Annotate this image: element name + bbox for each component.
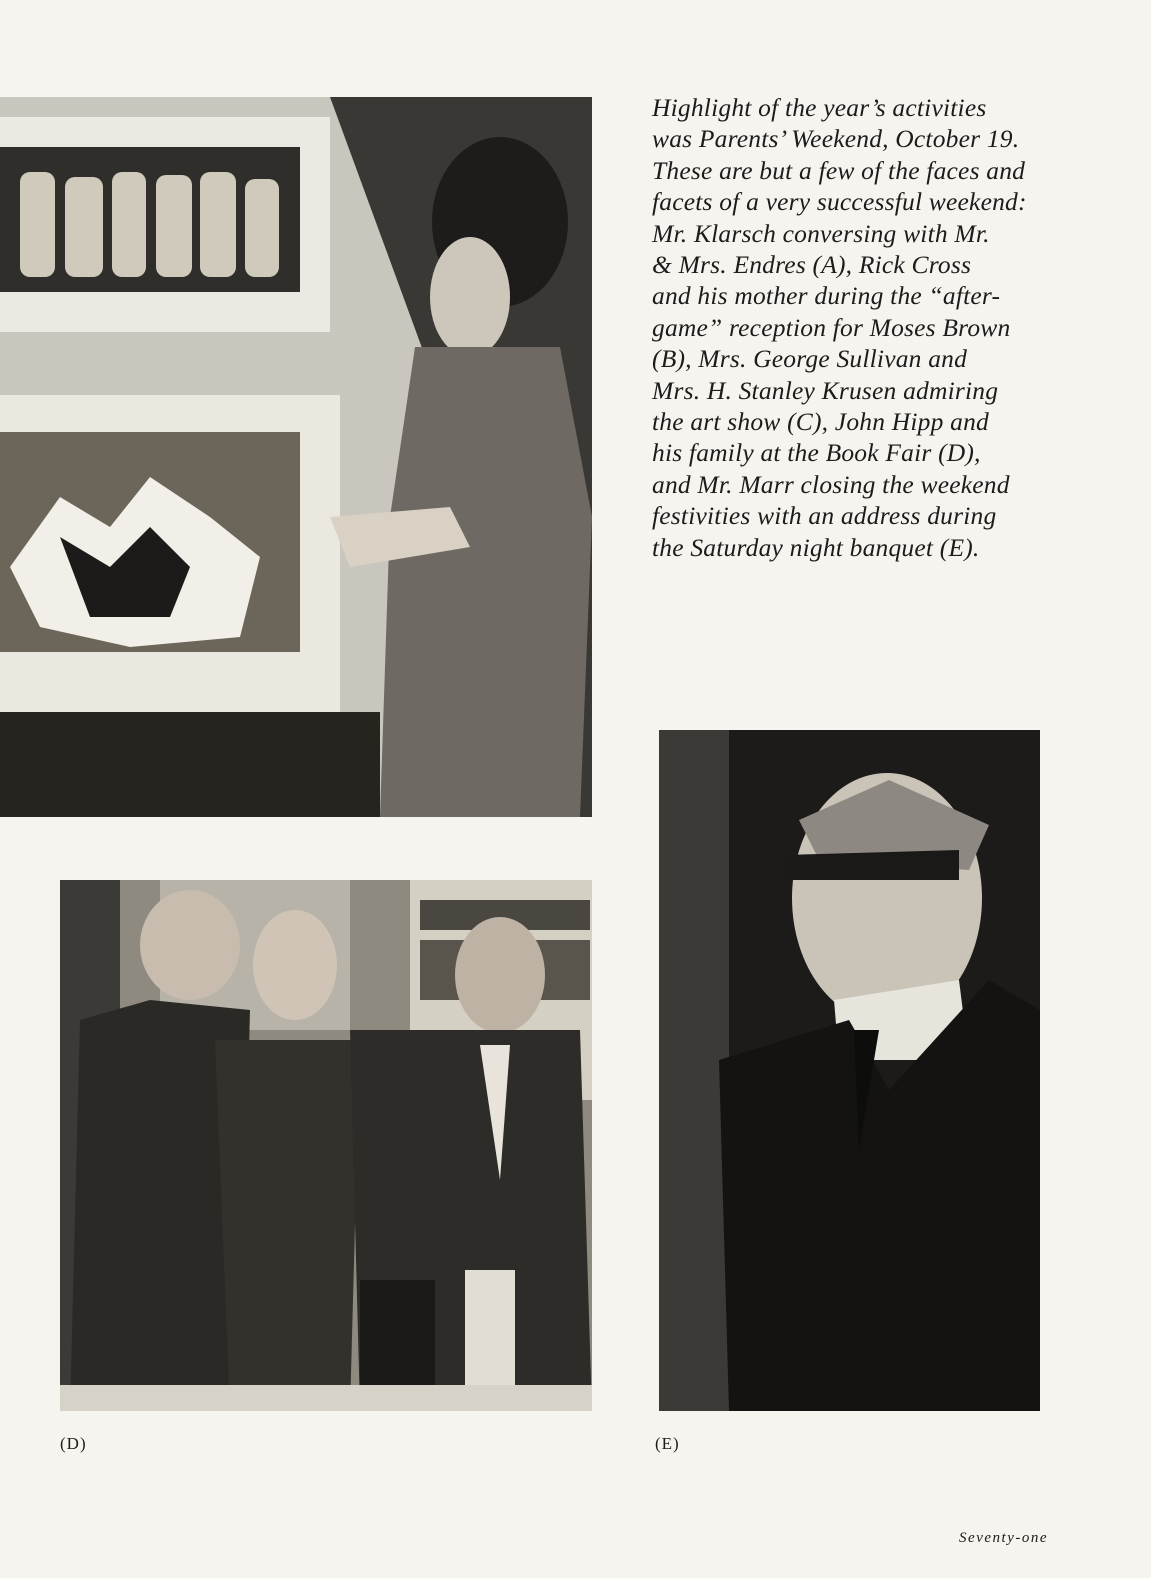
caption-text — [652, 92, 1037, 563]
caption-line: Highlight of the year’s activities — [652, 93, 987, 122]
caption-line: the Saturday night banquet (E). — [652, 532, 980, 562]
caption-line: his family at the Book Fair (D), — [652, 438, 981, 468]
page-number: Seventy-one — [959, 1530, 1048, 1546]
photo-art-show — [0, 97, 592, 817]
caption-line: & Mrs. Endres (A), Rick Cross — [652, 250, 972, 280]
photo-book-fair — [60, 880, 592, 1411]
caption-line: and Mr. Marr closing the weekend — [652, 469, 1010, 499]
caption-line: the art show (C), John Hipp and — [652, 407, 989, 437]
caption-line: These are but a few of the faces and — [652, 155, 1026, 185]
caption-line: Mrs. H. Stanley Krusen admiring — [652, 375, 999, 405]
photo-label-d: (D) — [60, 1434, 87, 1453]
caption-line: facets of a very successful weekend: — [652, 187, 1027, 217]
caption-line: Mr. Klarsch conversing with Mr. — [652, 218, 990, 248]
photo-label-e: (E) — [655, 1434, 680, 1453]
caption-line: game” reception for Moses Brown — [652, 312, 1011, 342]
photo-banquet-address — [659, 730, 1040, 1411]
caption-line: festivities with an address during — [652, 501, 997, 531]
caption-line: (B), Mrs. George Sullivan and — [652, 344, 968, 374]
caption-line: was Parents’ Weekend, October 19. — [652, 124, 1020, 154]
caption-line: and his mother during the “after- — [652, 281, 1001, 311]
